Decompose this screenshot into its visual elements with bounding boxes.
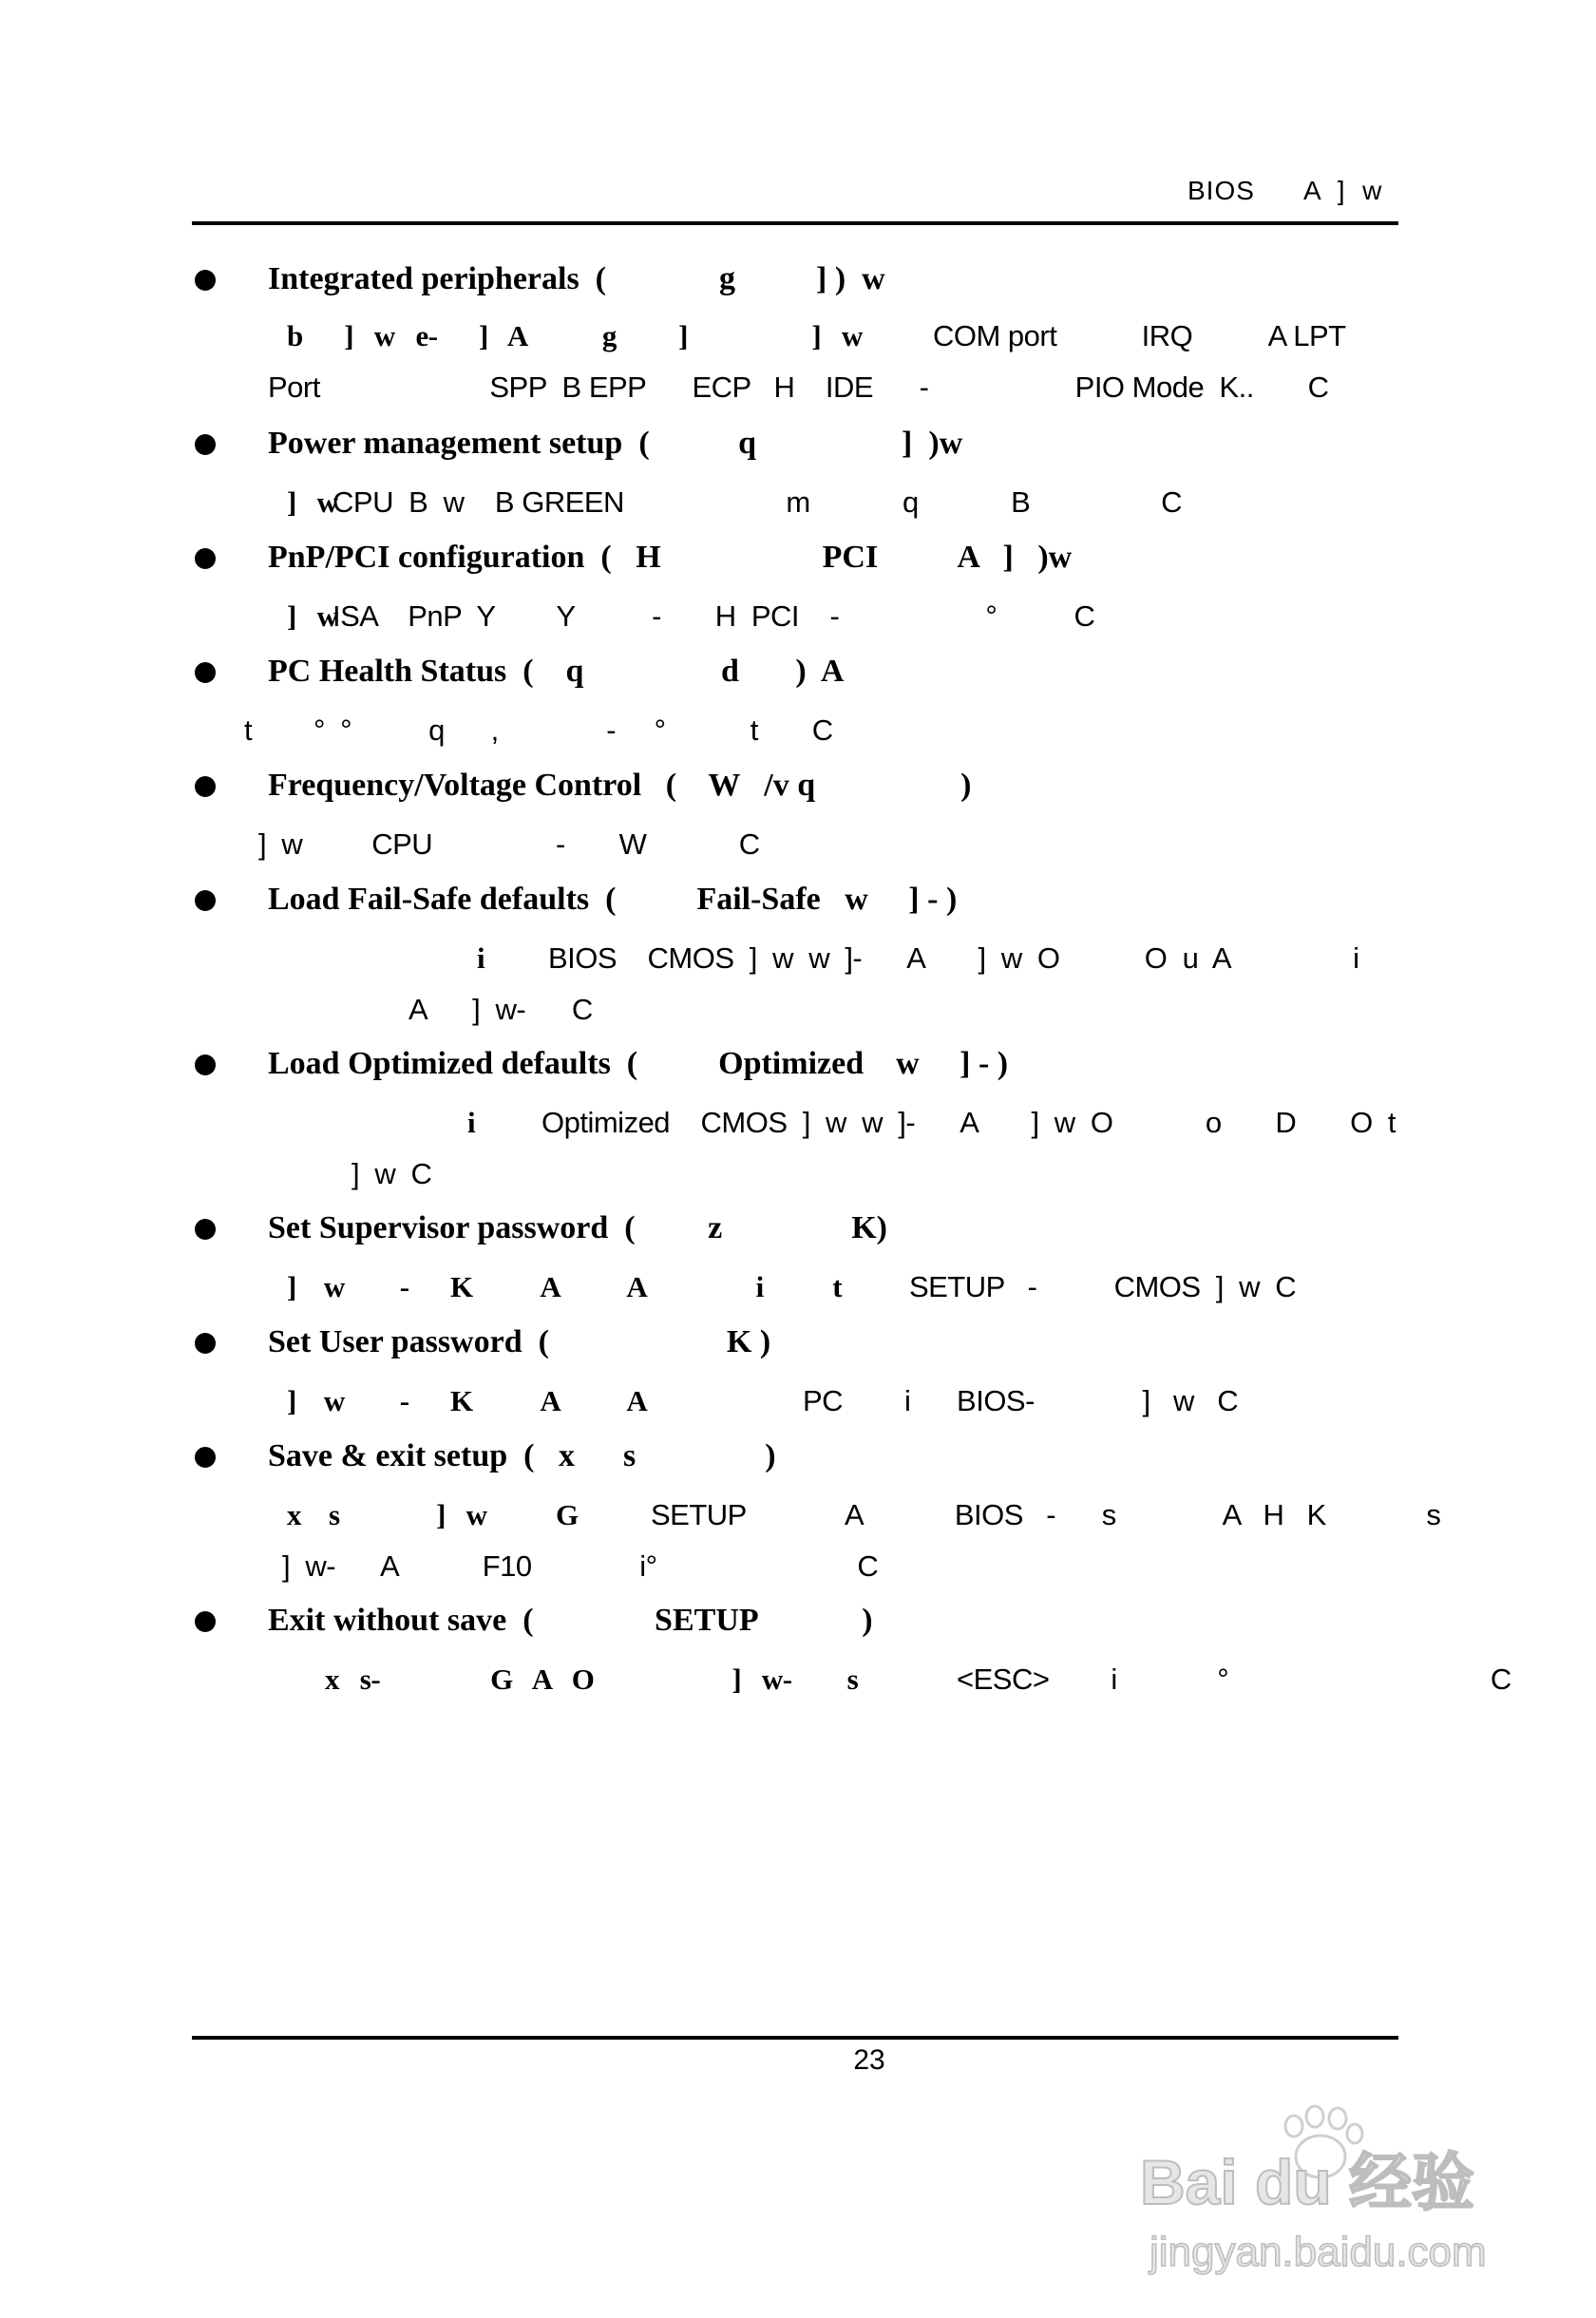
section-line: i [467, 1106, 476, 1139]
section-title: PC Health Status ( q d ) A [268, 654, 845, 689]
section-line: x s- G A O ] w- s [325, 1662, 859, 1696]
section-line: A ] w- C [408, 993, 593, 1026]
bullet-icon [195, 270, 216, 291]
watermark-brand: Bai du 经验 [1140, 2147, 1475, 2217]
section-line: COM port IRQ A LPT [933, 319, 1346, 352]
baidu-jingyan-watermark [1130, 2100, 1530, 2290]
section-line: PC i BIOS- ] w C [803, 1384, 1239, 1417]
bullet-icon [195, 548, 216, 569]
section-line: x s ] w G [287, 1498, 579, 1531]
section-line: ] w - K A A i t [287, 1270, 843, 1303]
section-title: Frequency/Voltage Control ( W /v q ) [268, 768, 972, 803]
section-line: ISA PnP Y Y - H PCI - ° C [332, 599, 1095, 633]
bullet-icon [195, 662, 216, 683]
page-number: 23 [853, 2044, 885, 2076]
bullet-icon [195, 890, 216, 911]
section-line: CPU B w B GREEN m q B C [332, 485, 1183, 519]
section-title: Integrated peripherals ( g ] ) w [268, 261, 885, 296]
section-title: Save & exit setup ( x s ) [268, 1438, 776, 1473]
bullet-icon [195, 1219, 216, 1240]
section-line: ] w C [352, 1157, 432, 1190]
section-title: Set User password ( K ) [268, 1324, 771, 1359]
section-line: b ] w e- ] A g ] ] w [287, 319, 863, 352]
section-line: ] w- A F10 i° C [282, 1549, 879, 1583]
section-line: ] w [287, 599, 338, 633]
bullet-icon [195, 1333, 216, 1354]
running-header: BIOS A ] w [1188, 176, 1383, 205]
bullet-icon [195, 776, 216, 797]
section-title: PnP/PCI configuration ( H PCI A ] )w [268, 540, 1073, 575]
section-line: BIOS CMOS ] w w ]- A ] w O O u A i [548, 941, 1359, 975]
section-title: Load Fail-Safe defaults ( Fail-Safe w ] - ) [268, 882, 958, 917]
section-line: Optimized CMOS ] w w ]- A ] w O o D O t [542, 1106, 1396, 1139]
section-line: SETUP - CMOS ] w C [909, 1270, 1297, 1303]
section-title: Load Optimized defaults ( Optimized w ] - ) [268, 1046, 1009, 1081]
bullet-icon [195, 1611, 216, 1632]
bullet-icon [195, 434, 216, 455]
header-rule [192, 221, 1398, 225]
section-title: Exit without save ( SETUP ) [268, 1603, 873, 1638]
footer-rule [192, 2036, 1398, 2040]
bullet-icon [195, 1054, 216, 1075]
section-line: i [477, 941, 485, 975]
section-line: t ° ° q , - ° t C [244, 713, 833, 747]
section-title: Set Supervisor password ( z K) [268, 1210, 887, 1245]
section-title: Power management setup ( q ] )w [268, 426, 963, 461]
watermark-url: jingyan.baidu.com [1150, 2229, 1487, 2275]
bullet-icon [195, 1447, 216, 1468]
section-line: ] w CPU - W C [258, 827, 760, 861]
section-line: <ESC> i ° C [957, 1662, 1511, 1696]
section-line: ] w [287, 485, 338, 519]
section-line: Port SPP B EPP ECP H IDE - PIO Mode K.. C [268, 370, 1329, 404]
section-line: ] w - K A A [287, 1384, 648, 1417]
section-line: SETUP A BIOS - s A H K s [651, 1498, 1441, 1531]
